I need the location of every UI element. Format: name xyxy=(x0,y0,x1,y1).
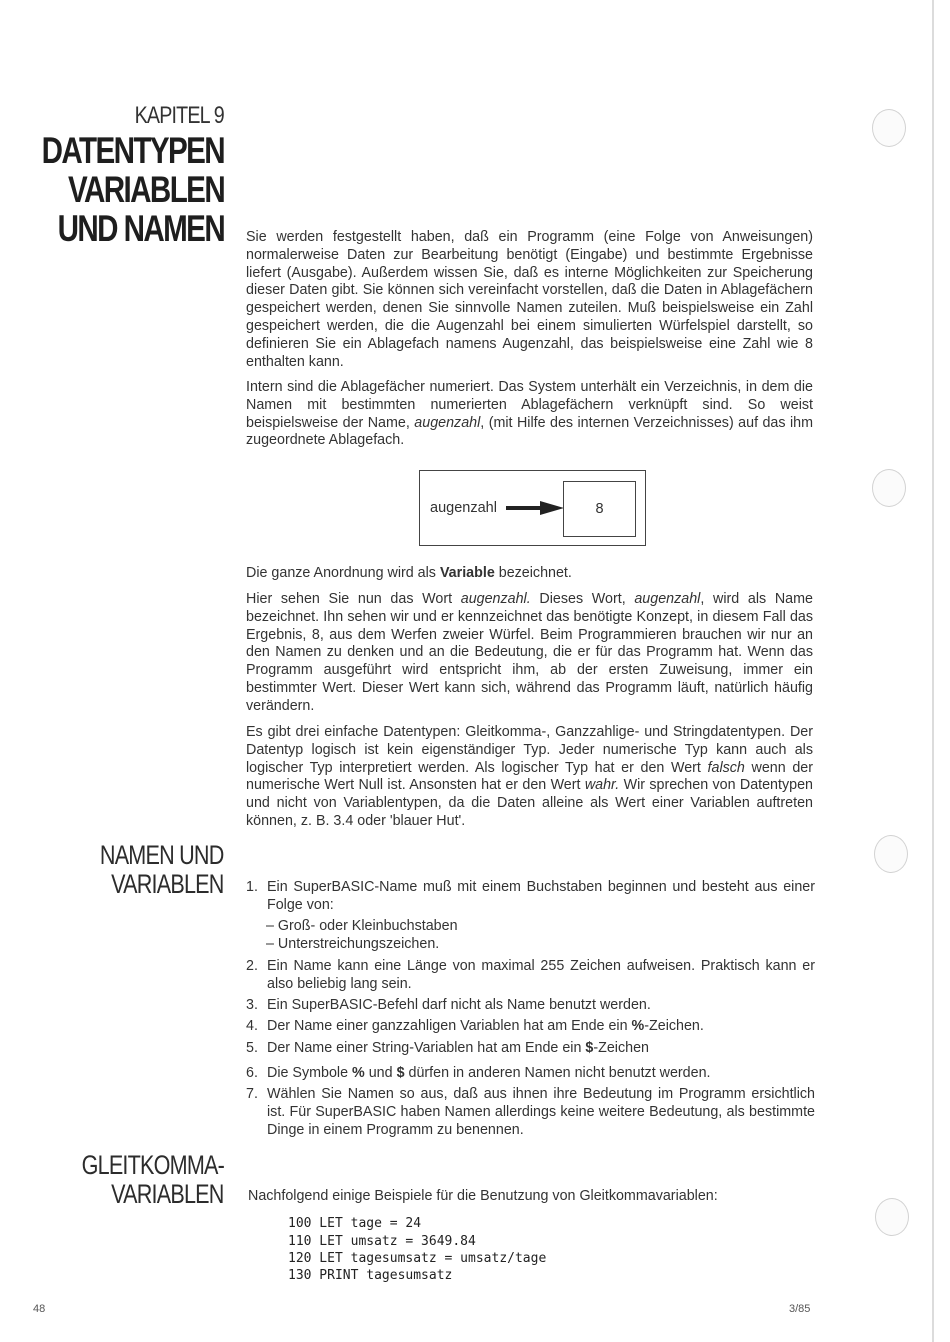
list-text: Ein SuperBASIC-Name muß mit einem Buchstaben beginnen und besteht aus einer Folge von: xyxy=(267,879,815,913)
punch-hole xyxy=(874,835,908,873)
text-run: Wir sprechen von Datentypen und nicht von Variablentypen, da die Daten alleine als Wert einer Variablen auftreten können, z. B. 3.4 oder 'blauer Hut'. xyxy=(246,777,813,829)
code-line: 120 LET tagesumsatz = umsatz/tage xyxy=(288,1251,547,1266)
italic-term: falsch xyxy=(707,759,745,776)
text-run: bezeichnet. xyxy=(494,565,572,581)
list-text xyxy=(267,1018,815,1036)
bold-symbol: % xyxy=(352,1065,365,1081)
sub-list-item: – Unterstreichungszeichen. xyxy=(266,936,440,952)
list-number: 6. xyxy=(246,1065,258,1081)
text-run: Der Name einer ganzzahligen Variablen hat am Ende ein xyxy=(267,1018,632,1034)
chapter-title-line: VARIABLEN xyxy=(67,169,224,210)
text-run: Die ganze Anordnung wird als xyxy=(246,565,440,581)
datatypes-paragraph xyxy=(246,724,813,831)
list-text xyxy=(267,1065,815,1083)
chapter-number: KAPITEL 9 xyxy=(134,102,224,129)
arrow-icon xyxy=(506,500,566,516)
name-paragraph xyxy=(246,591,813,716)
punch-hole xyxy=(872,469,906,507)
edition-date: 3/85 xyxy=(789,1303,811,1315)
text-run: Hier sehen Sie nun das Wort xyxy=(246,591,461,607)
sub-list-item: – Groß- oder Kleinbuchstaben xyxy=(266,918,458,934)
section-heading-line: VARIABLEN xyxy=(111,869,224,899)
italic-term: augenzahl xyxy=(414,414,481,431)
text-run: Der Name einer String-Variablen hat am Ende ein xyxy=(267,1040,586,1056)
list-text: Ein SuperBASIC-Befehl darf nicht als Name benutzt werden. xyxy=(267,997,651,1013)
text-run: wenn der numerische Wert Null ist. Ansonsten hat er den Wert xyxy=(246,759,813,794)
bold-symbol: $ xyxy=(585,1040,594,1056)
code-line: 100 LET tage = 24 xyxy=(288,1216,422,1231)
text-run: Intern sind die Ablagefächer numeriert. Das System unterhält ein Verzeichnis, in dem die Namen mit bestimmten numerierten Ablagefächern verknüpft sind. So weist beispielsweise der Name, xyxy=(246,379,813,431)
text-run: , (mit Hilfe des internen Verzeichnisses) auf das ihm zugeordnete Ablagefach. xyxy=(246,414,814,449)
list-number: 7. xyxy=(246,1086,258,1102)
page-number: 48 xyxy=(33,1303,46,1315)
intro-paragraph-2 xyxy=(246,379,813,450)
variable-definition xyxy=(246,565,813,583)
list-number: 2. xyxy=(246,958,258,974)
text-run: , wird als Name bezeichnet. Ihn sehen wir und er kennzeichnet das benötigte Konzept, in diesem Fall das Ergebnis, 8, aus dem Werfen zweier Würfel. Beim Programmieren brauchen wir nur an den Namen zu denken und an die Bedeutung, die er für das Programm hat. Wenn das Programm ausgeführt wird entspricht ihm, ab der ersten Zuweisung, immer ein bestimmter Wert. Dieser Wert kann sich, während das Programm läuft, natürlich häufig verändern. xyxy=(246,591,813,714)
list-number: 3. xyxy=(246,997,258,1013)
text-run: -Zeichen xyxy=(593,1040,649,1056)
text-run: dürfen in anderen Namen nicht benutzt werden. xyxy=(404,1065,711,1081)
chapter-title-line: UND NAMEN xyxy=(57,208,224,249)
list-number: 1. xyxy=(246,879,258,895)
text-run: Die Symbole xyxy=(267,1065,353,1081)
list-number: 5. xyxy=(246,1040,258,1056)
bold-term: Variable xyxy=(439,565,495,581)
italic-term: augenzahl. xyxy=(460,591,531,607)
float-intro: Nachfolgend einige Beispiele für die Benutzung von Gleitkommavariablen: xyxy=(248,1188,718,1204)
list-text xyxy=(267,1040,815,1058)
bold-symbol: % xyxy=(631,1018,645,1034)
chapter-title-line: DATENTYPEN xyxy=(41,130,224,171)
text-run: Es gibt drei einfache Datentypen: Gleitkomma-, Ganzzahlige- und Stringdatentypen. Der Datentyp logisch ist kein eigenständiger Typ. Jeder numerische Typ kann auch als logischer Typ interpretiert werden. Als logischer Typ hat er den Wert xyxy=(246,724,813,776)
section-heading-line: GLEITKOMMA- xyxy=(81,1150,224,1180)
diagram-storage-box: 8 xyxy=(563,481,636,537)
text-run: Dieses Wort, xyxy=(530,591,635,607)
italic-term: augenzahl xyxy=(634,591,701,607)
diagram-name-label: augenzahl xyxy=(430,500,497,516)
code-line: 110 LET umsatz = 3649.84 xyxy=(288,1234,476,1249)
list-text: Ein Name kann eine Länge von maximal 255 Zeichen aufweisen. Praktisch kann er also beliebig lang sein. xyxy=(267,958,815,992)
intro-paragraph: Sie werden festgestellt haben, daß ein Programm (eine Folge von Anweisungen) normalerweise Daten zur Bearbeitung benötigt (Eingabe) und bestimmte Ergebnisse liefert (Ausgabe). Außerdem wissen Sie, daß es interne Möglichkeiten zur Speicherung dieser Daten gibt. Sie können sich vereinfacht vorstellen, daß die Daten in Ablagefächern gespeichert werden, denen Sie sinnvolle Namen zuteilen. Muß beispielsweise ein Zahl gespeichert werden, die die Augenzahl bei einem simulierten Würfelspiel darstellt, so definieren Sie ein Ablagefach namens Augenzahl, das beispielsweise eine Zahl wie 8 enthalten kann. xyxy=(246,229,813,370)
code-line: 130 PRINT tagesumsatz xyxy=(288,1268,453,1283)
list-text: Wählen Sie Namen so aus, daß aus ihnen ihre Bedeutung im Programm ersichtlich ist. Für SuperBASIC haben Namen allerdings keine weitere Bedeutung, als bestimmte Dinge in einem Programm zu benennen. xyxy=(267,1086,815,1138)
bold-symbol: $ xyxy=(396,1065,405,1081)
section-heading-line: VARIABLEN xyxy=(111,1179,224,1209)
punch-hole xyxy=(875,1198,909,1236)
italic-term: wahr. xyxy=(584,777,620,794)
section-heading-line: NAMEN UND xyxy=(100,840,224,870)
punch-hole xyxy=(872,109,906,147)
variable-diagram xyxy=(419,470,646,546)
page-edge xyxy=(932,0,934,1342)
text-run: -Zeichen. xyxy=(644,1018,704,1034)
list-number: 4. xyxy=(246,1018,258,1034)
text-run: und xyxy=(364,1065,397,1081)
